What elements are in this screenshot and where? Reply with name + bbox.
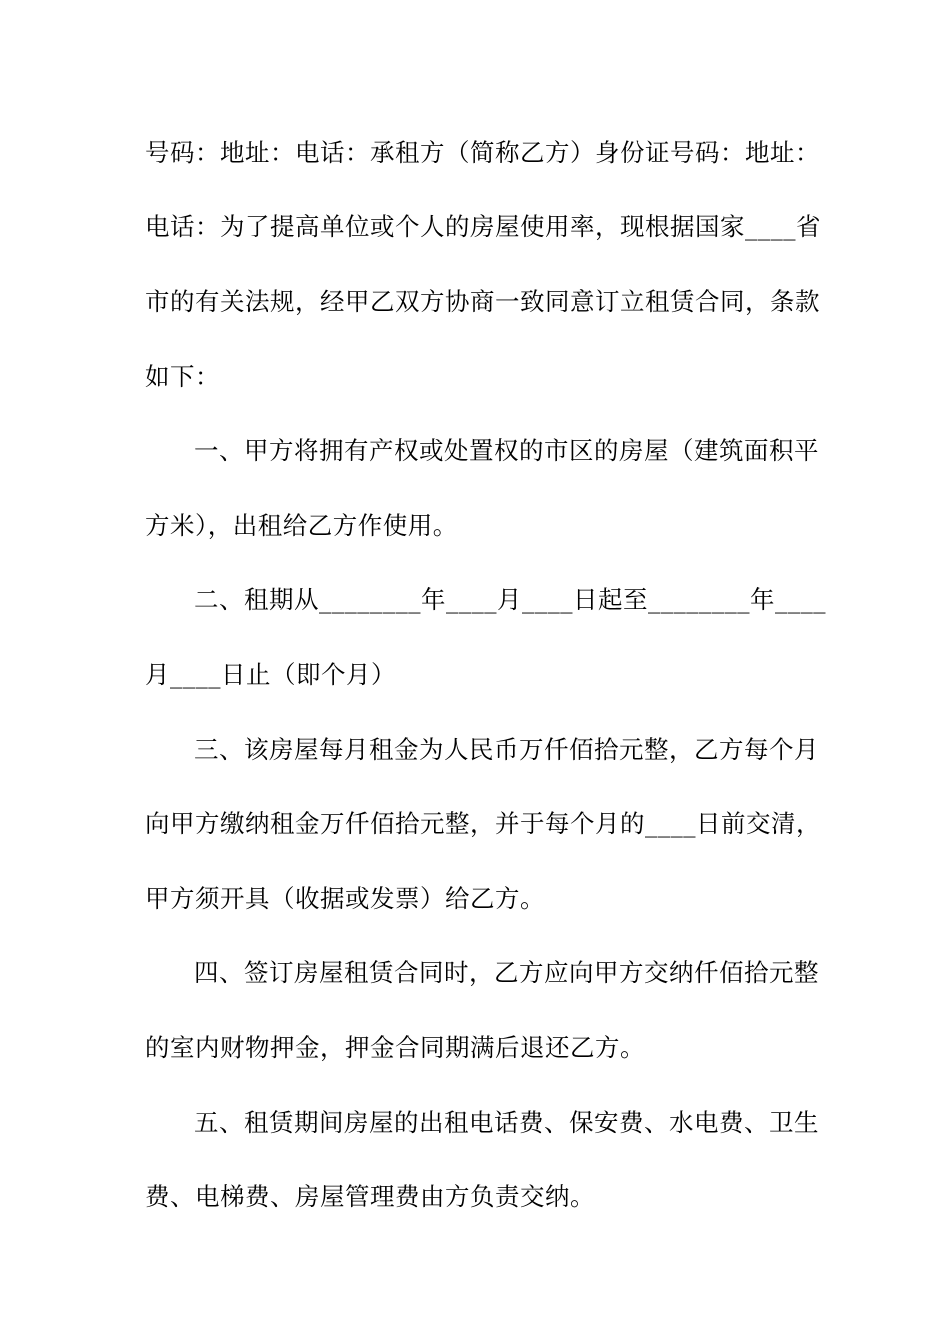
text-line-14: 五、租赁期间房屋的出租电话费、保安费、水电费、卫生 bbox=[194, 1108, 819, 1137]
text-line-2: 电话：为了提高单位或个人的房屋使用率，现根据国家____省 bbox=[145, 212, 821, 241]
text-line-9: 三、该房屋每月租金为人民币万仟佰拾元整，乙方每个月 bbox=[194, 735, 819, 764]
text-line-15: 费、电梯费、房屋管理费由方负责交纳。 bbox=[145, 1182, 595, 1211]
text-line-4: 如下： bbox=[145, 362, 220, 391]
text-line-7: 二、租期从________年____月____日起至________年____ bbox=[194, 585, 826, 614]
text-line-11: 甲方须开具（收据或发票）给乙方。 bbox=[145, 884, 545, 913]
text-line-3: 市的有关法规，经甲乙双方协商一致同意订立租赁合同，条款 bbox=[145, 287, 820, 316]
text-line-6: 方米），出租给乙方作使用。 bbox=[145, 511, 458, 540]
text-line-10: 向甲方缴纳租金万仟佰拾元整，并于每个月的____日前交清， bbox=[145, 809, 821, 838]
text-line-12: 四、签订房屋租赁合同时，乙方应向甲方交纳仟佰拾元整 bbox=[194, 958, 819, 987]
text-line-8: 月____日止（即个月） bbox=[145, 660, 396, 689]
text-line-1: 号码：地址：电话：承租方（简称乙方）身份证号码：地址： bbox=[145, 138, 820, 167]
text-line-13: 的室内财物押金，押金合同期满后退还乙方。 bbox=[145, 1033, 645, 1062]
text-line-5: 一、甲方将拥有产权或处置权的市区的房屋（建筑面积平 bbox=[194, 436, 819, 465]
